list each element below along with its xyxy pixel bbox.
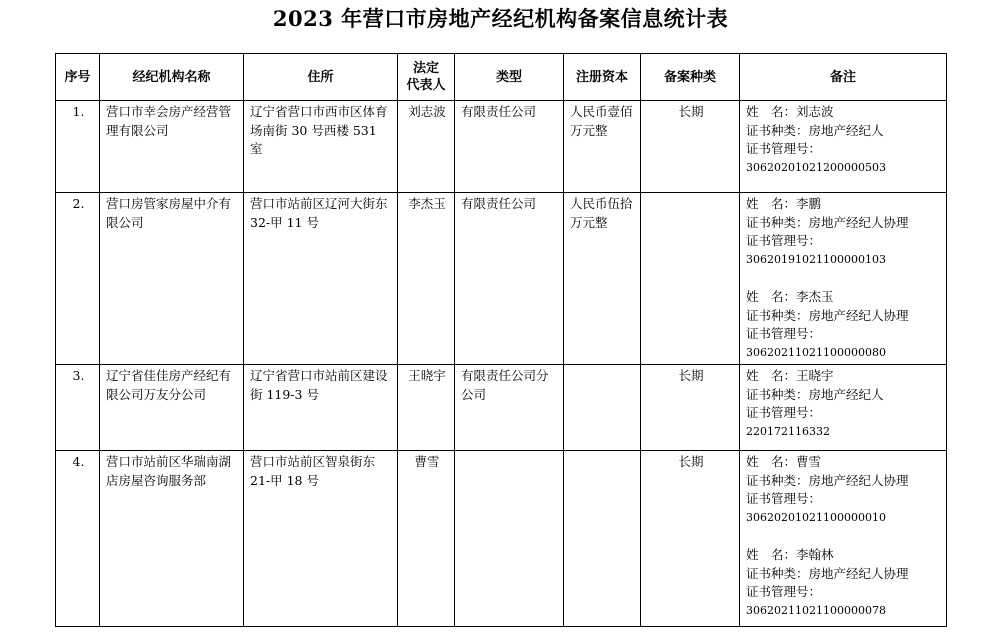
header-record-type: 备案种类 xyxy=(641,54,740,101)
cell-rep: 刘志波 xyxy=(398,101,455,193)
cell-remarks xyxy=(740,101,947,193)
agent-cert-no-label: 证书管理号： xyxy=(746,233,822,248)
agent-cert-no-label: 证书管理号： xyxy=(746,584,822,599)
table-row xyxy=(56,451,947,627)
cell-seq: 2. xyxy=(56,193,100,365)
cell-record-type: 长期 xyxy=(641,365,740,451)
table-row xyxy=(56,101,947,193)
header-rep xyxy=(398,54,455,101)
agent-cert-no: 30620201021200000503 xyxy=(746,160,886,174)
cell-capital xyxy=(564,451,641,627)
agent-cert-no-label: 证书管理号： xyxy=(746,405,822,420)
cell-address: 辽宁省营口市站前区建设街 119-3 号 xyxy=(244,365,398,451)
agent-cert-type: 证书种类：房地产经纪人协理 xyxy=(746,214,909,230)
header-type: 类型 xyxy=(455,54,564,101)
cell-seq: 3. xyxy=(56,365,100,451)
agent-name: 姓 名：曹雪 xyxy=(746,454,822,469)
cell-name: 辽宁省佳佳房产经纪有限公司万友分公司 xyxy=(100,365,244,451)
agent-cert-no: 30620201021100000010 xyxy=(746,510,886,524)
cell-type: 有限责任公司 xyxy=(455,101,564,193)
header-address: 住所 xyxy=(244,54,398,101)
header-name: 经纪机构名称 xyxy=(100,54,244,101)
cell-address: 营口市站前区辽河大街东 32-甲 11 号 xyxy=(244,193,398,365)
agent-cert-no-label: 证书管理号： xyxy=(746,326,822,341)
cell-record-type: 长期 xyxy=(641,451,740,627)
cell-type xyxy=(455,451,564,627)
cell-rep: 曹雪 xyxy=(398,451,455,627)
cell-remarks xyxy=(740,451,947,627)
agent-name: 姓 名：李杰玉 xyxy=(746,289,834,304)
registry-table xyxy=(55,53,947,627)
page-title: 2023 年营口市房地产经纪机构备案信息统计表 xyxy=(272,6,729,31)
agent-cert-no: 30620211021100000080 xyxy=(746,345,886,359)
agent-name: 姓 名：刘志波 xyxy=(746,104,834,119)
cell-remarks xyxy=(740,193,947,365)
cell-rep: 王晓宇 xyxy=(398,365,455,451)
table-row xyxy=(56,193,947,365)
agent-cert-type: 证书种类：房地产经纪人 xyxy=(746,386,884,402)
cell-address: 辽宁省营口市西市区体育场南街 30 号西楼 531 室 xyxy=(244,101,398,193)
agent-cert-no-label: 证书管理号： xyxy=(746,491,822,506)
header-row xyxy=(56,54,947,101)
cell-name: 营口市站前区华瑞南湖店房屋咨询服务部 xyxy=(100,451,244,627)
cell-capital: 人民币伍拾万元整 xyxy=(564,193,641,365)
header-seq: 序号 xyxy=(56,54,100,101)
header-remarks: 备注 xyxy=(740,54,947,101)
agent-name: 姓 名：王晓宇 xyxy=(746,368,834,383)
cell-seq: 4. xyxy=(56,451,100,627)
table-row xyxy=(56,365,947,451)
cell-remarks xyxy=(740,365,947,451)
agent-cert-no-label: 证书管理号： xyxy=(746,141,822,156)
agent-cert-type: 证书种类：房地产经纪人协理 xyxy=(746,472,909,488)
cell-address: 营口市站前区智泉街东 21-甲 18 号 xyxy=(244,451,398,627)
cell-name: 营口市幸会房产经营管理有限公司 xyxy=(100,101,244,193)
cell-type: 有限责任公司 xyxy=(455,193,564,365)
cell-rep: 李杰玉 xyxy=(398,193,455,365)
cell-name: 营口房管家房屋中介有限公司 xyxy=(100,193,244,365)
cell-record-type: 长期 xyxy=(641,101,740,193)
agent-name: 姓 名：李鹏 xyxy=(746,196,822,211)
header-rep-line2: 代表人 xyxy=(406,78,446,93)
cell-capital xyxy=(564,365,641,451)
agent-cert-no: 220172116332 xyxy=(746,424,830,438)
cell-record-type xyxy=(641,193,740,365)
agent-cert-type: 证书种类：房地产经纪人协理 xyxy=(746,565,909,581)
header-capital: 注册资本 xyxy=(564,54,641,101)
agent-cert-no: 30620191021100000103 xyxy=(746,252,886,266)
agent-cert-type: 证书种类：房地产经纪人协理 xyxy=(746,307,909,323)
cell-capital: 人民币壹佰万元整 xyxy=(564,101,641,193)
cell-type: 有限责任公司分公司 xyxy=(455,365,564,451)
agent-cert-no: 30620211021100000078 xyxy=(746,603,886,617)
agent-cert-type: 证书种类：房地产经纪人 xyxy=(746,122,884,138)
cell-seq: 1. xyxy=(56,101,100,193)
agent-name: 姓 名：李翰林 xyxy=(746,547,834,562)
header-rep-line1: 法定 xyxy=(412,61,439,76)
